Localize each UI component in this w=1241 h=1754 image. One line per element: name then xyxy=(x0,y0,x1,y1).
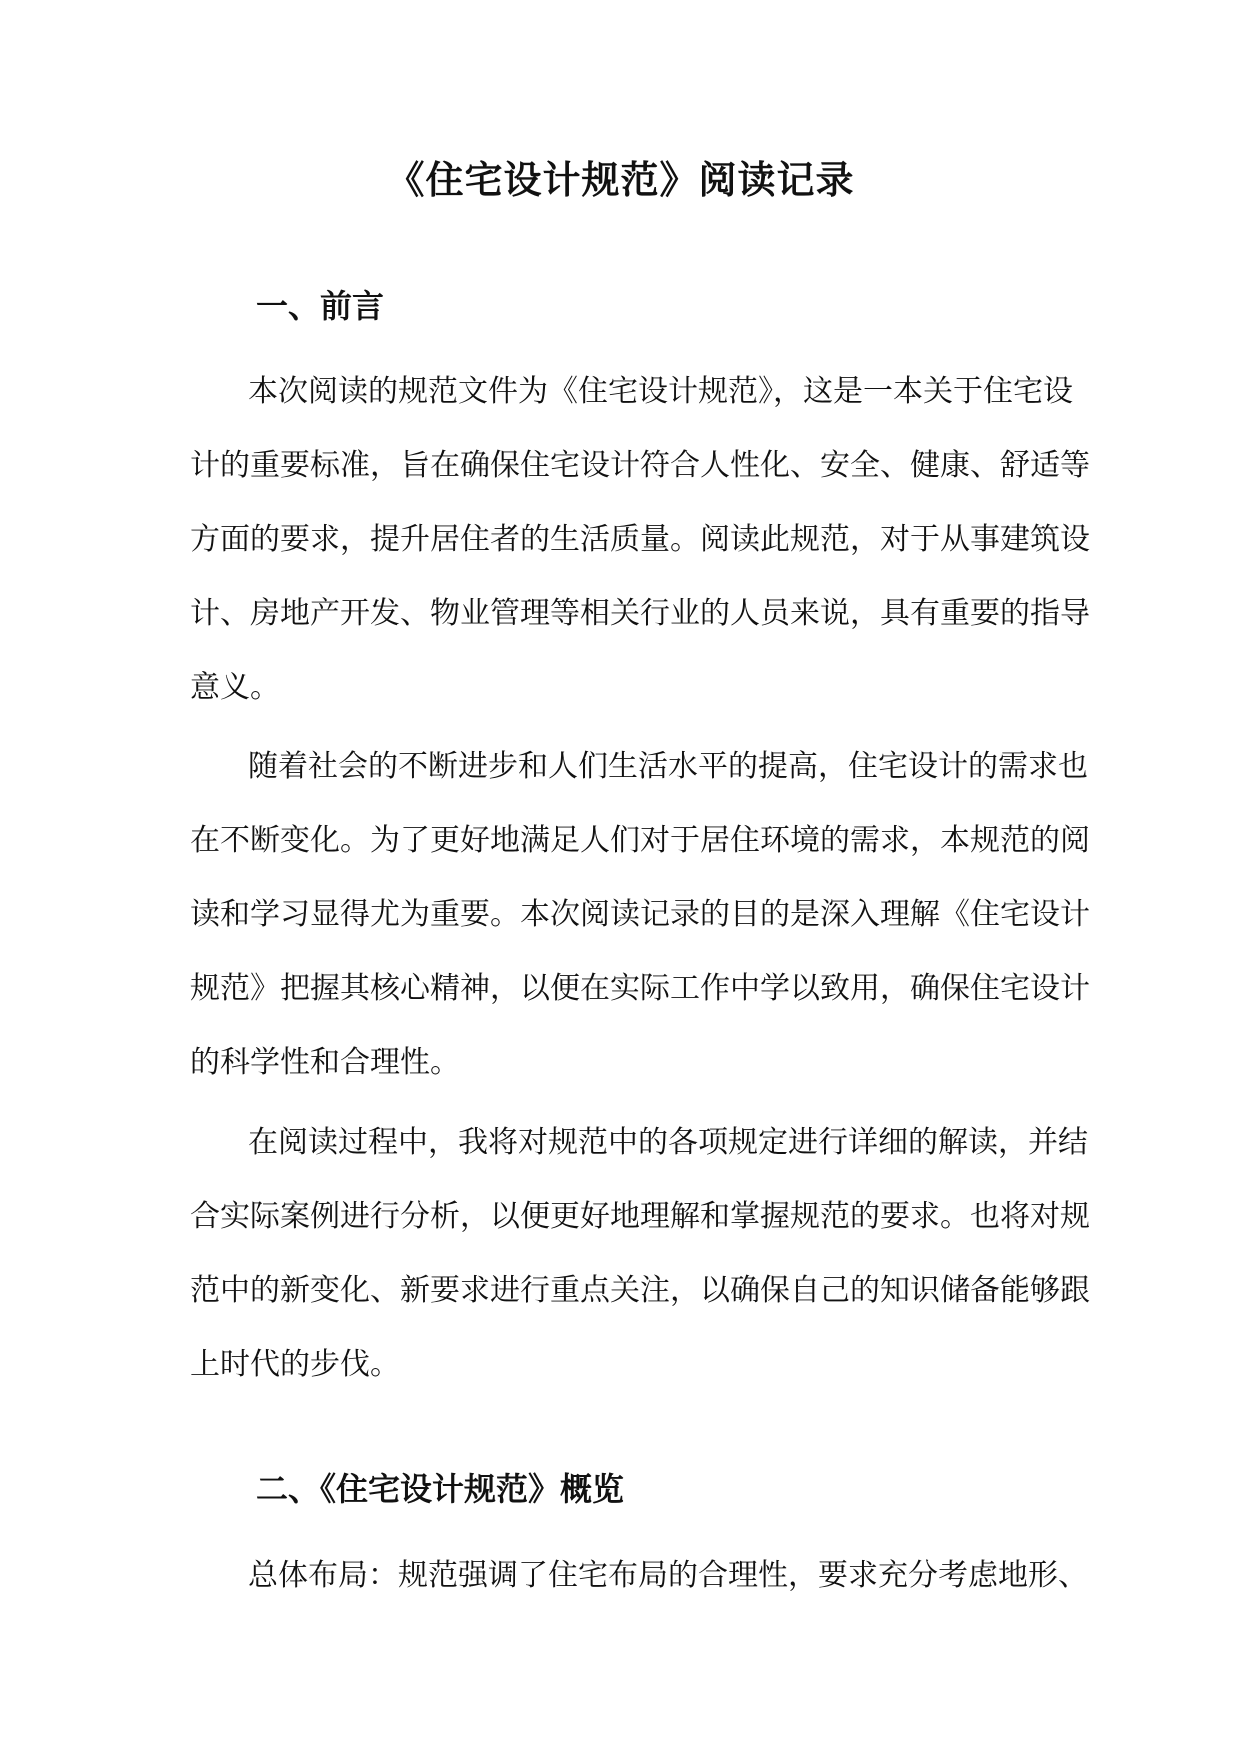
paragraph-line: 合实际案例进行分析，以便更好地理解和掌握规范的要求。也将对规 xyxy=(190,1199,1090,1234)
paragraph-line: 上时代的步伐。 xyxy=(190,1347,400,1382)
paragraph-line: 计的重要标准，旨在确保住宅设计符合人性化、安全、健康、舒适等 xyxy=(190,448,1090,483)
paragraph-line: 总体布局：规范强调了住宅布局的合理性，要求充分考虑地形、 xyxy=(248,1558,1088,1593)
paragraph-line: 本次阅读的规范文件为《住宅设计规范》，这是一本关于住宅设 xyxy=(248,374,1073,409)
paragraph-line: 意义。 xyxy=(190,670,280,705)
paragraph-line: 规范》把握其核心精神，以便在实际工作中学以致用，确保住宅设计 xyxy=(190,971,1090,1006)
paragraph-line: 随着社会的不断进步和人们生活水平的提高，住宅设计的需求也 xyxy=(248,749,1088,784)
section-heading-preface: 一、前言 xyxy=(256,287,385,325)
paragraph-line: 方面的要求，提升居住者的生活质量。阅读此规范，对于从事建筑设 xyxy=(190,522,1090,557)
paragraph-line: 读和学习显得尤为重要。本次阅读记录的目的是深入理解《住宅设计 xyxy=(190,897,1090,932)
section-heading-overview: 二、《住宅设计规范》概览 xyxy=(256,1470,625,1508)
paragraph-line: 在不断变化。为了更好地满足人们对于居住环境的需求，本规范的阅 xyxy=(190,823,1090,858)
paragraph-line: 的科学性和合理性。 xyxy=(190,1045,460,1080)
paragraph-line: 计、房地产开发、物业管理等相关行业的人员来说，具有重要的指导 xyxy=(190,596,1090,631)
paragraph-line: 范中的新变化、新要求进行重点关注，以确保自己的知识储备能够跟 xyxy=(190,1273,1090,1308)
paragraph-line: 在阅读过程中，我将对规范中的各项规定进行详细的解读，并结 xyxy=(248,1125,1088,1160)
document-title: 《住宅设计规范》阅读记录 xyxy=(386,157,855,202)
